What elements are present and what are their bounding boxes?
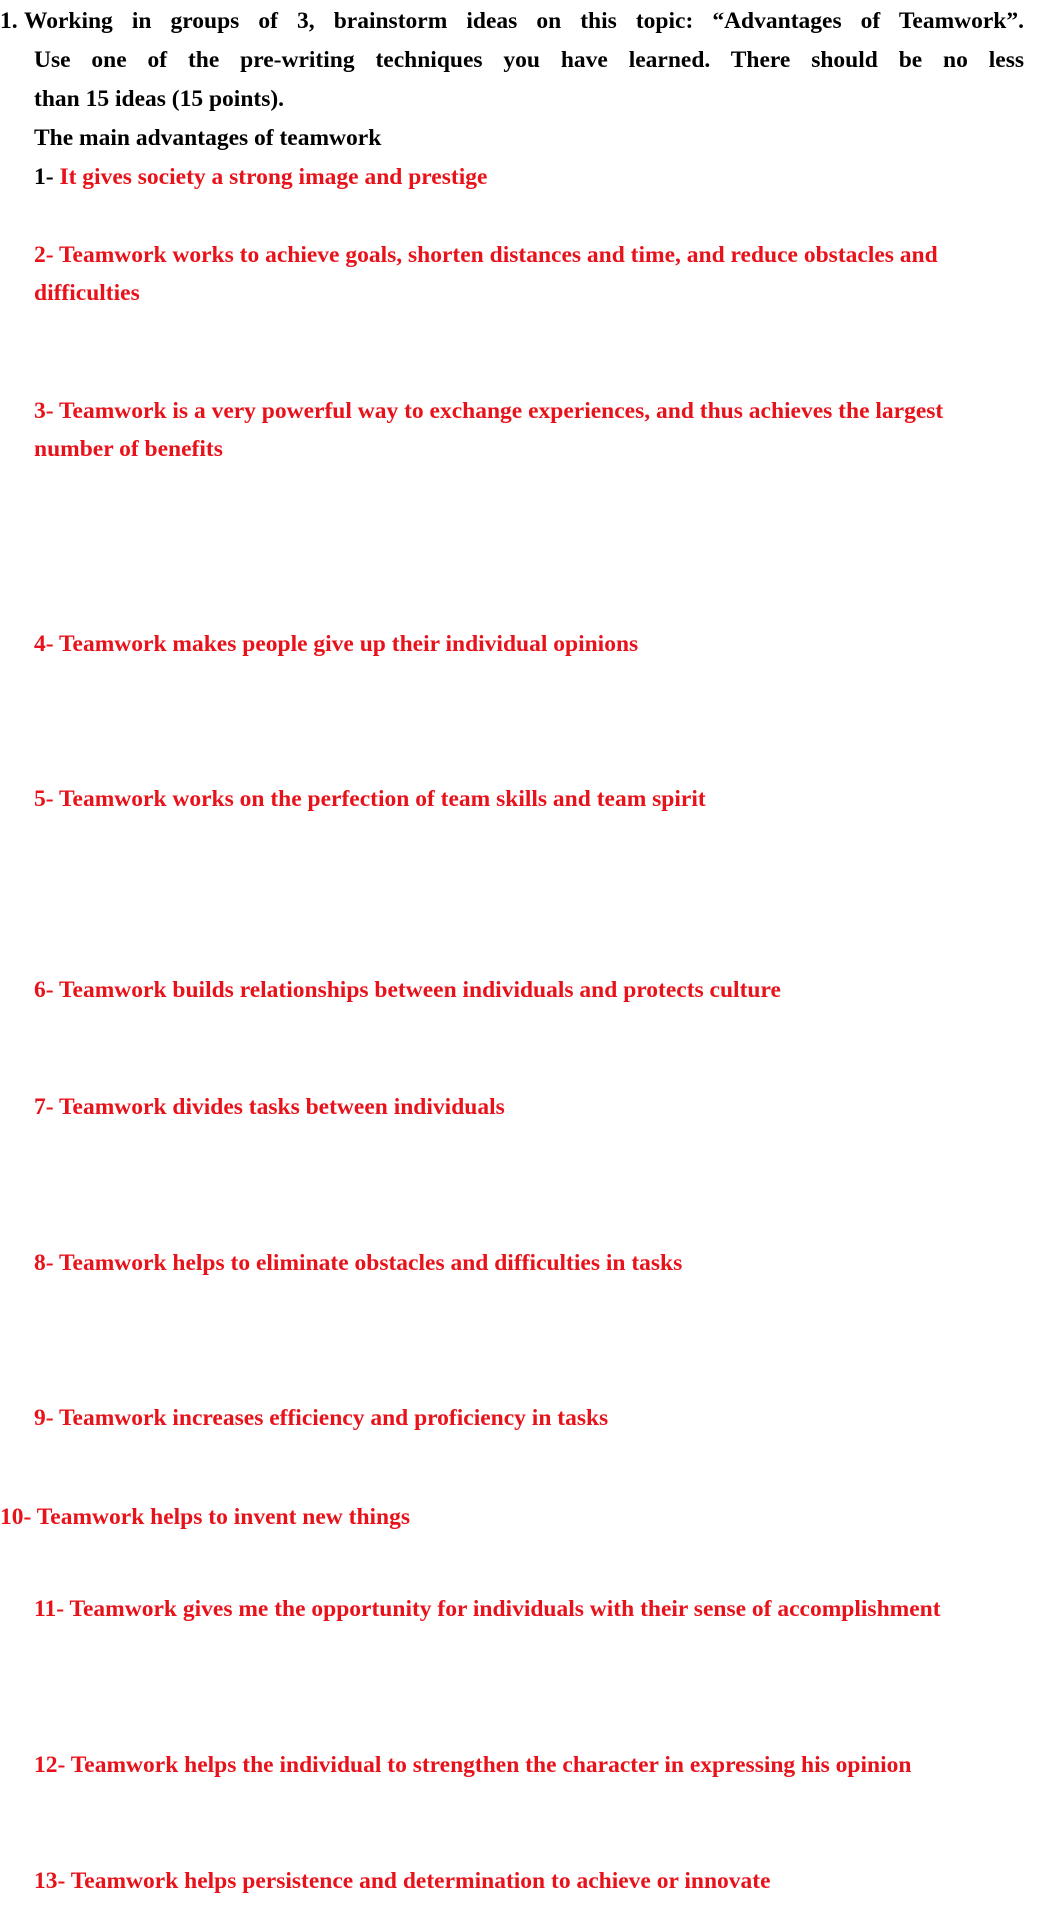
idea-number: 1-	[34, 164, 54, 190]
idea-text: Teamwork gives me the opportunity for individuals with their sense of accomplishment	[69, 1596, 941, 1622]
idea-text: It gives society a strong image and prestige	[59, 164, 488, 190]
idea-number: 8-	[34, 1250, 54, 1276]
idea-text: Teamwork divides tasks between individuals	[59, 1094, 505, 1120]
idea-text: Teamwork is a very powerful way to exchange experiences, and thus achieves the largest number of benefits	[34, 398, 944, 462]
idea-item	[34, 1244, 682, 1282]
question-line-1: Working in groups of 3, brainstorm ideas on this topic: “Advantages of Teamwork”.	[24, 8, 1024, 34]
question-line-3: than 15 ideas (15 points).	[34, 86, 285, 112]
idea-number: 12-	[34, 1752, 66, 1778]
idea-item	[34, 971, 781, 1009]
idea-item	[34, 236, 1019, 312]
question-number: 1.	[0, 8, 18, 34]
idea-item	[0, 1498, 410, 1536]
idea-number: 9-	[34, 1405, 54, 1431]
idea-number: 6-	[34, 977, 54, 1003]
idea-text: Teamwork helps to invent new things	[36, 1504, 411, 1530]
idea-text: Teamwork helps persistence and determination to achieve or innovate	[70, 1868, 771, 1894]
idea-number: 7-	[34, 1094, 54, 1120]
idea-item	[34, 1399, 608, 1437]
idea-item	[34, 392, 1019, 468]
idea-text: Teamwork makes people give up their individual opinions	[59, 631, 639, 657]
idea-item	[34, 625, 638, 663]
idea-number: 13-	[34, 1868, 66, 1894]
idea-item	[34, 780, 706, 818]
idea-item	[34, 1746, 911, 1784]
idea-text: Teamwork helps the individual to strengthen the character in expressing his opinion	[70, 1752, 912, 1778]
idea-number: 3-	[34, 398, 54, 424]
idea-number: 4-	[34, 631, 54, 657]
idea-item	[34, 1590, 941, 1628]
idea-text: Teamwork builds relationships between individuals and protects culture	[59, 977, 781, 1003]
idea-number: 5-	[34, 786, 54, 812]
idea-text: Teamwork works on the perfection of team skills and team spirit	[59, 786, 706, 812]
idea-item	[34, 1862, 771, 1900]
idea-item	[34, 158, 487, 196]
idea-text: Teamwork works to achieve goals, shorten distances and time, and reduce obstacles and difficulties	[34, 242, 938, 306]
section-heading: The main advantages of teamwork	[34, 125, 382, 151]
idea-number: 10-	[0, 1504, 32, 1530]
question-line-2: Use one of the pre-writing techniques you have learned. There should be no less	[34, 47, 1024, 73]
idea-number: 2-	[34, 242, 54, 268]
idea-text: Teamwork helps to eliminate obstacles and difficulties in tasks	[59, 1250, 683, 1276]
idea-text: Teamwork increases efficiency and proficiency in tasks	[59, 1405, 609, 1431]
idea-number: 11-	[34, 1596, 65, 1622]
idea-item	[34, 1088, 505, 1126]
